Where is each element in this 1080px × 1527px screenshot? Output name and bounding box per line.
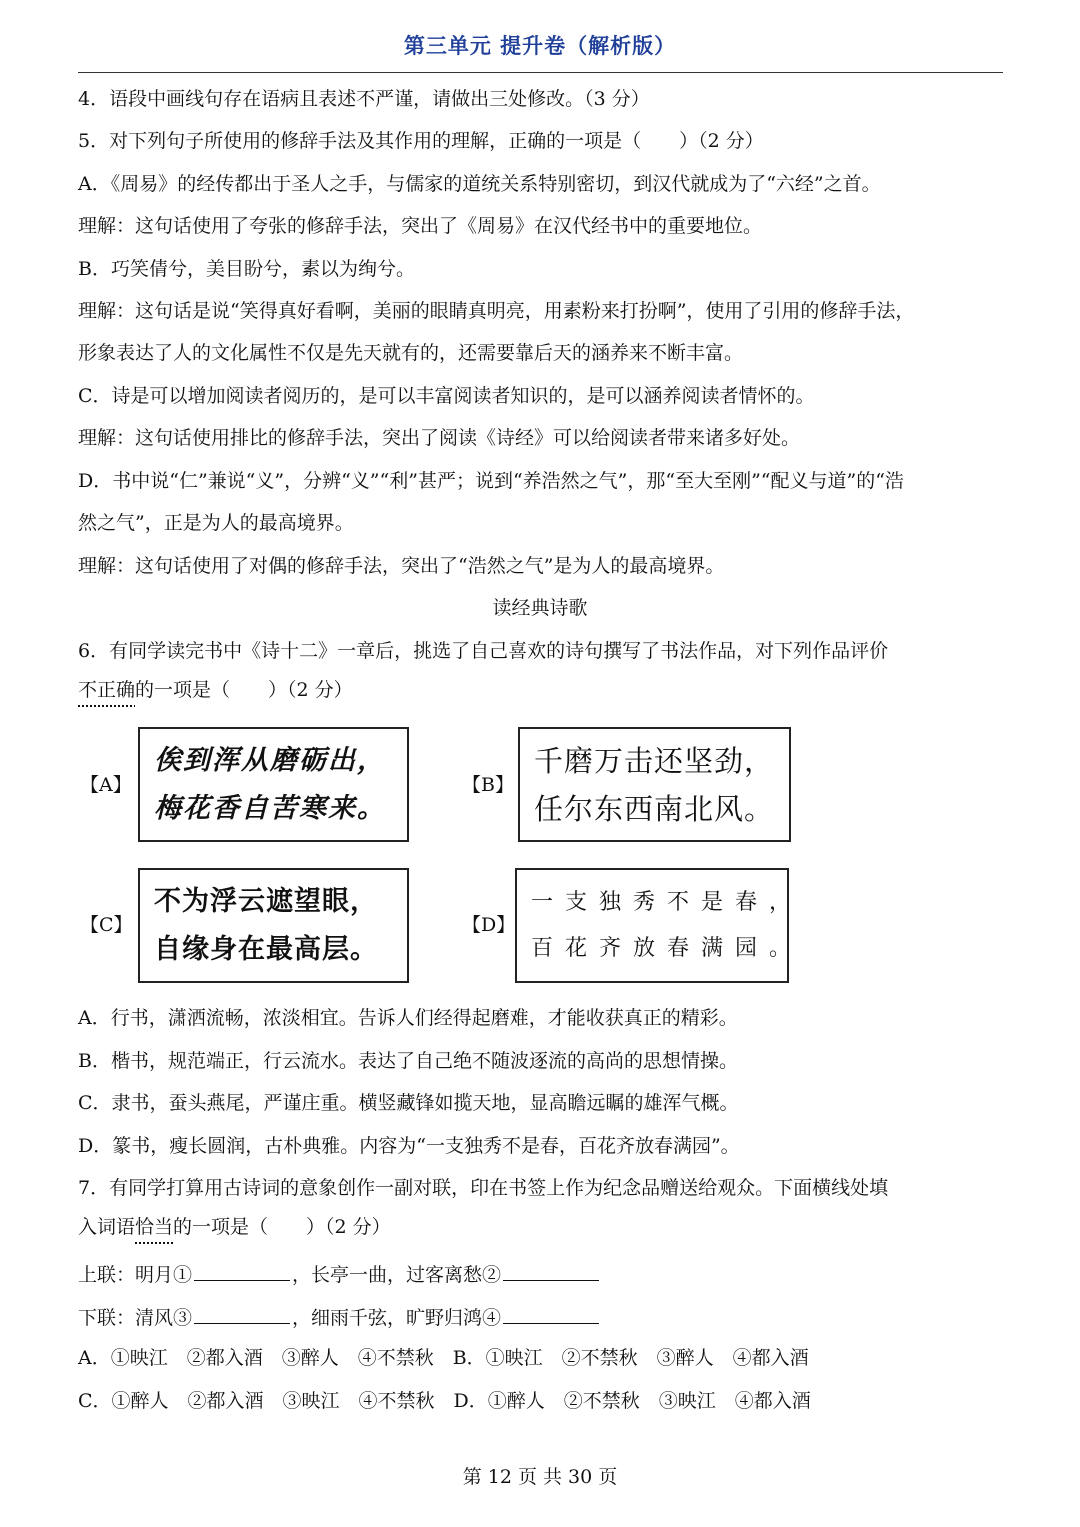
couplet-upper bbox=[78, 1260, 601, 1288]
emphasis-not-correct: 不正确 bbox=[78, 679, 136, 701]
question-5-option-d-explanation: 理解：这句话使用了对偶的修辞手法，突出了“浩然之气”是为人的最高境界。 bbox=[78, 555, 725, 577]
question-5-option-a: A．《周易》的经传都出于圣人之手，与儒家的道统关系特别密切，到汉代就成为了“六经”之首。 bbox=[78, 173, 881, 195]
section-title: 读经典诗歌 bbox=[492, 597, 588, 619]
question-5-option-c: C．诗是可以增加阅读者阅历的，是可以丰富阅读者知识的，是可以涵养阅读者情怀的。 bbox=[78, 385, 815, 407]
question-6-stem-1: 6．有同学读完书中《诗十二》一章后，挑选了自己喜欢的诗句撰写了书法作品，对下列作品评价 bbox=[78, 640, 889, 662]
calligraphy-work-a bbox=[138, 727, 409, 842]
page-number: 第 12 页 共 30 页 bbox=[462, 1466, 618, 1488]
question-5-option-d-1: D．书中说“仁”兼说“义”，分辨“义”“利”甚严；说到“养浩然之气”，那“至大至刚”“配义与道”的“浩 bbox=[78, 470, 904, 492]
question-5-stem: 5．对下列句子所使用的修辞手法及其作用的理解，正确的一项是（ ）（2 分） bbox=[78, 130, 764, 152]
question-6-stem-2-rest: 的一项是（ ）（2 分） bbox=[135, 679, 353, 701]
question-7-stem-2 bbox=[78, 1214, 391, 1240]
work-a-tag: 【A】 bbox=[80, 774, 132, 796]
question-5-option-b-explanation-2: 形象表达了人的文化属性不仅是先天就有的，还需要靠后天的涵养来不断丰富。 bbox=[78, 342, 744, 364]
question-7-options-cd: C．①醉人 ②都入酒 ③映江 ④不禁秋 D．①醉人 ②不禁秋 ③映江 ④都入酒 bbox=[78, 1390, 811, 1412]
question-4: 4．语段中画线句存在语病且表述不严谨，请做出三处修改。（3 分） bbox=[78, 88, 650, 110]
work-d-line-2: 百花齐放春满园。 bbox=[531, 935, 804, 961]
work-c-line-1: 不为浮云遮望眼， bbox=[154, 885, 378, 917]
document-header-title: 第三单元 提升卷（解析版） bbox=[403, 34, 677, 58]
question-6-option-d: D．篆书，瘦长圆润，古朴典雅。内容为“一支独秀不是春，百花齐放春满园”。 bbox=[78, 1135, 740, 1157]
work-d-line-1: 一支独秀不是春， bbox=[531, 889, 804, 915]
question-6-option-b: B．楷书，规范端正，行云流水。表达了自己绝不随波逐流的高尚的思想情操。 bbox=[78, 1050, 738, 1072]
calligraphy-work-c bbox=[138, 868, 409, 983]
header-divider bbox=[78, 72, 1003, 73]
question-5-option-a-explanation: 理解：这句话使用了夸张的修辞手法，突出了《周易》在汉代经书中的重要地位。 bbox=[78, 215, 763, 237]
question-7-stem-2-rest: 的一项是（ ）（2 分） bbox=[173, 1216, 391, 1238]
blank-1 bbox=[194, 1260, 290, 1281]
question-5-option-b: B．巧笑倩兮，美目盼兮，素以为绚兮。 bbox=[78, 258, 415, 280]
question-5-option-d-2: 然之气”，正是为人的最高境界。 bbox=[78, 512, 354, 534]
question-6-option-a: A．行书，潇洒流畅，浓淡相宜。告诉人们经得起磨难，才能收获真正的精彩。 bbox=[78, 1007, 738, 1029]
work-b-tag: 【B】 bbox=[462, 774, 514, 796]
calligraphy-work-b bbox=[518, 727, 791, 842]
couplet-lower bbox=[78, 1303, 601, 1331]
work-b-line-1: 千磨万击还坚劲， bbox=[534, 743, 775, 778]
question-7-stem-2-pre: 入词语 bbox=[78, 1216, 136, 1238]
couplet-lower-part-b: ，细雨千弦，旷野归鸿④ bbox=[292, 1307, 502, 1329]
work-a-line-2: 梅花香自苦寒来。 bbox=[154, 792, 386, 824]
work-a-line-1: 俟到浑从磨砺出， bbox=[154, 744, 386, 776]
work-c-line-2: 自缘身在最高层。 bbox=[154, 933, 378, 965]
emphasis-appropriate: 恰当 bbox=[135, 1216, 174, 1238]
couplet-upper-part-b: ，长亭一曲，过客离愁② bbox=[292, 1264, 502, 1286]
couplet-upper-part-a: 上联：明月① bbox=[78, 1264, 193, 1286]
question-5-option-c-explanation: 理解：这句话使用排比的修辞手法，突出了阅读《诗经》可以给阅读者带来诸多好处。 bbox=[78, 427, 801, 449]
question-6-stem-2 bbox=[78, 677, 353, 703]
question-6-option-c: C．隶书，蚕头燕尾，严谨庄重。横竖藏锋如揽天地，显高瞻远瞩的雄浑气概。 bbox=[78, 1092, 739, 1114]
work-d-tag: 【D】 bbox=[462, 914, 516, 936]
couplet-lower-part-a: 下联：清风③ bbox=[78, 1307, 193, 1329]
calligraphy-work-d bbox=[515, 868, 804, 983]
work-b-line-2: 任尔东西南北风。 bbox=[534, 791, 775, 826]
question-7-options-ab: A．①映江 ②都入酒 ③醉人 ④不禁秋 B．①映江 ②不禁秋 ③醉人 ④都入酒 bbox=[78, 1347, 809, 1369]
blank-2 bbox=[503, 1260, 599, 1281]
work-c-tag: 【C】 bbox=[80, 914, 133, 936]
question-7-stem-1: 7．有同学打算用古诗词的意象创作一副对联，印在书签上作为纪念品赠送给观众。下面横线处填 bbox=[78, 1177, 889, 1199]
blank-3 bbox=[194, 1303, 290, 1324]
question-5-option-b-explanation-1: 理解：这句话是说“笑得真好看啊，美丽的眼睛真明亮，用素粉来打扮啊”，使用了引用的修辞手法， bbox=[78, 300, 915, 322]
blank-4 bbox=[503, 1303, 599, 1324]
